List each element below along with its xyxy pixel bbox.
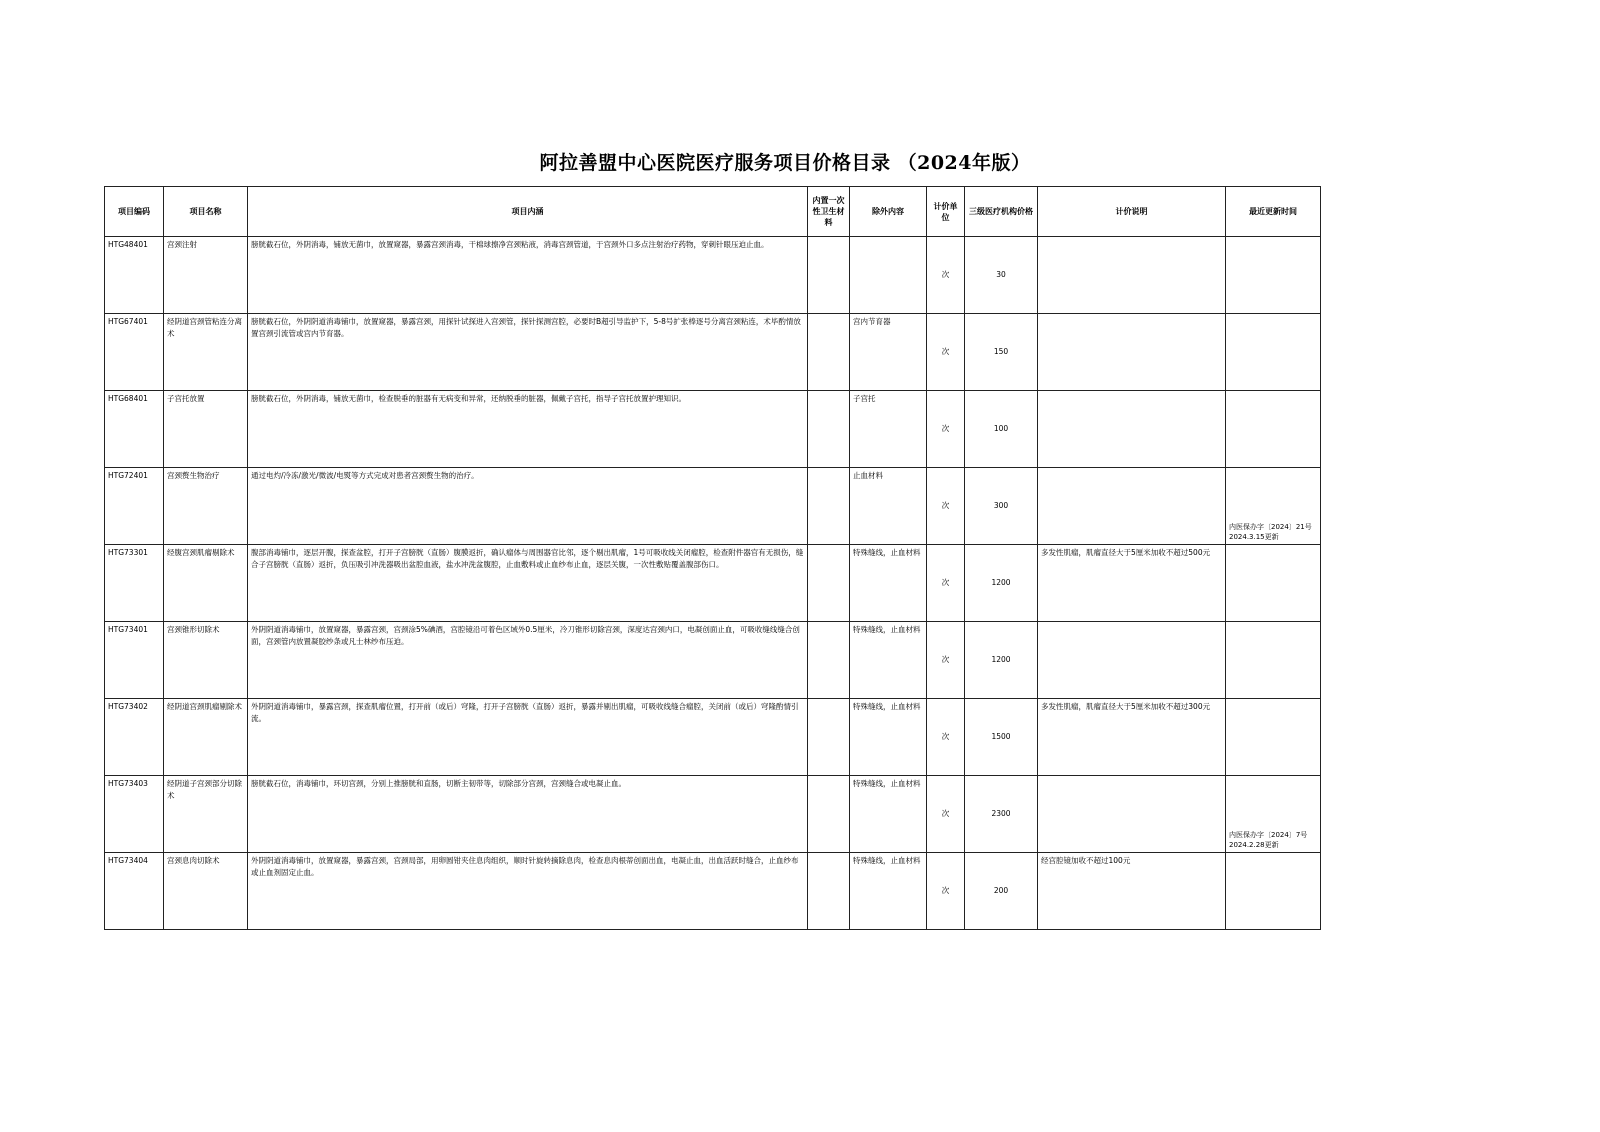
cell-content: 膀胱截石位，外阴阴道消毒铺巾，放置窥器，暴露宫颈，用探针试探进入宫颈管，探针探测宫腔，必要时B超引导监护下，5-8号扩张棒逐号分离宫颈粘连，术毕酌情放置宫颈引流管或宫内节育器。 [248, 314, 808, 391]
cell-unit: 次 [927, 468, 965, 545]
cell-price: 200 [965, 853, 1038, 930]
cell-updated [1226, 391, 1321, 468]
cell-exclusions: 特殊缝线，止血材料 [850, 622, 927, 699]
cell-updated [1226, 853, 1321, 930]
cell-consumables [808, 699, 850, 776]
cell-consumables [808, 545, 850, 622]
cell-unit: 次 [927, 776, 965, 853]
table-row [105, 853, 1321, 930]
cell-name: 经阴道宫颈肌瘤剔除术 [164, 699, 248, 776]
cell-name: 经阴道子宫颈部分切除术 [164, 776, 248, 853]
cell-unit: 次 [927, 237, 965, 314]
cell-updated [1226, 545, 1321, 622]
table-row [105, 391, 1321, 468]
cell-name: 宫颈锥形切除术 [164, 622, 248, 699]
cell-consumables [808, 314, 850, 391]
cell-exclusions: 特殊缝线，止血材料 [850, 776, 927, 853]
column-header-name: 项目名称 [164, 187, 248, 237]
cell-price: 1500 [965, 699, 1038, 776]
cell-code: HTG48401 [105, 237, 164, 314]
cell-price: 1200 [965, 545, 1038, 622]
cell-content: 外阴阴道消毒铺巾，放置窥器，暴露宫颈，宫颈局部，用卵圆钳夹住息肉组织，顺时针旋转摘除息肉，检查息肉根蒂创面出血，电凝止血，出血活跃时缝合，止血纱布或止血剂固定止血。 [248, 853, 808, 930]
column-header-unit: 计价单位 [927, 187, 965, 237]
cell-price: 30 [965, 237, 1038, 314]
cell-note [1038, 622, 1226, 699]
cell-code: HTG72401 [105, 468, 164, 545]
cell-unit: 次 [927, 622, 965, 699]
cell-unit: 次 [927, 545, 965, 622]
cell-exclusions: 子宫托 [850, 391, 927, 468]
cell-unit: 次 [927, 853, 965, 930]
cell-consumables [808, 468, 850, 545]
cell-note [1038, 314, 1226, 391]
column-header-updated: 最近更新时间 [1226, 187, 1321, 237]
cell-note [1038, 776, 1226, 853]
column-header-code: 项目编码 [105, 187, 164, 237]
cell-name: 经阴道宫颈管粘连分离术 [164, 314, 248, 391]
cell-price: 1200 [965, 622, 1038, 699]
cell-note [1038, 237, 1226, 314]
cell-unit: 次 [927, 391, 965, 468]
cell-updated [1226, 314, 1321, 391]
cell-content: 外阴阴道消毒铺巾，暴露宫颈，探查肌瘤位置，打开前（或后）穹隆，打开子宫膀胱（直肠）返折，暴露并剔出肌瘤，可吸收线缝合瘤腔，关闭前（或后）穹隆酌情引流。 [248, 699, 808, 776]
cell-name: 宫颈息肉切除术 [164, 853, 248, 930]
cell-code: HTG73404 [105, 853, 164, 930]
cell-updated [1226, 237, 1321, 314]
cell-content: 腹部消毒铺巾，逐层开腹，探查盆腔，打开子宫膀胱（直肠）腹膜返折，确认瘤体与周围器官比邻，逐个剔出肌瘤，1号可吸收线关闭瘤腔，检查附件器官有无损伤，缝合子宫膀胱（直肠）返折，负压吸引冲洗器吸出盆腔血液，盐水冲洗盆腹腔，止血敷料或止血纱布止血，逐层关腹，一次性敷贴覆盖腹部伤口。 [248, 545, 808, 622]
cell-updated [1226, 622, 1321, 699]
cell-note: 多发性肌瘤，肌瘤直径大于5厘米加收不超过500元 [1038, 545, 1226, 622]
table-row [105, 314, 1321, 391]
table-row [105, 622, 1321, 699]
cell-price: 100 [965, 391, 1038, 468]
table-row [105, 776, 1321, 853]
cell-exclusions: 宫内节育器 [850, 314, 927, 391]
cell-consumables [808, 853, 850, 930]
table-row [105, 237, 1321, 314]
column-header-exclusions: 除外内容 [850, 187, 927, 237]
cell-note: 经宫腔镜加收不超过100元 [1038, 853, 1226, 930]
cell-code: HTG73401 [105, 622, 164, 699]
cell-exclusions: 特殊缝线，止血材料 [850, 853, 927, 930]
cell-name: 子宫托放置 [164, 391, 248, 468]
table-row [105, 545, 1321, 622]
column-header-consumables: 内置一次性卫生材料 [808, 187, 850, 237]
cell-consumables [808, 237, 850, 314]
column-header-content: 项目内涵 [248, 187, 808, 237]
cell-exclusions: 止血材料 [850, 468, 927, 545]
cell-exclusions: 特殊缝线，止血材料 [850, 545, 927, 622]
column-header-note: 计价说明 [1038, 187, 1226, 237]
table-body [105, 237, 1321, 930]
cell-content: 膀胱截石位，外阴消毒，铺放无菌巾，检查脱垂的脏器有无病变和异常，还纳脱垂的脏器，佩戴子宫托，指导子宫托放置护理知识。 [248, 391, 808, 468]
cell-note [1038, 391, 1226, 468]
cell-name: 宫颈注射 [164, 237, 248, 314]
cell-price: 150 [965, 314, 1038, 391]
cell-note: 多发性肌瘤，肌瘤直径大于5厘米加收不超过300元 [1038, 699, 1226, 776]
cell-unit: 次 [927, 314, 965, 391]
cell-name: 宫颈赘生物治疗 [164, 468, 248, 545]
cell-content: 膀胱截石位，消毒铺巾，环切宫颈，分别上推膀胱和直肠，切断主韧带等，切除部分宫颈，宫颈缝合或电凝止血。 [248, 776, 808, 853]
page-title: 阿拉善盟中心医院医疗服务项目价格目录 （2024年版） [539, 152, 1031, 174]
cell-exclusions [850, 237, 927, 314]
cell-content: 膀胱截石位，外阴消毒，铺放无菌巾，放置窥器，暴露宫颈消毒，干棉球擦净宫颈粘液，消毒宫颈管道，于宫颈外口多点注射治疗药物，穿刺针眼压迫止血。 [248, 237, 808, 314]
table-header-row [105, 187, 1321, 237]
table-row [105, 699, 1321, 776]
cell-note [1038, 468, 1226, 545]
cell-updated [1226, 699, 1321, 776]
cell-name: 经腹宫颈肌瘤剔除术 [164, 545, 248, 622]
cell-code: HTG73403 [105, 776, 164, 853]
cell-code: HTG73402 [105, 699, 164, 776]
cell-price: 300 [965, 468, 1038, 545]
cell-updated: 内医保办字〔2024〕7号 2024.2.28更新 [1226, 776, 1321, 853]
cell-price: 2300 [965, 776, 1038, 853]
cell-consumables [808, 776, 850, 853]
cell-content: 外阴阴道消毒铺巾，放置窥器，暴露宫颈，宫颈涂5%碘酒，宫腔镜沿可着色区域外0.5厘米，冷刀锥形切除宫颈，深度达宫颈内口，电凝创面止血，可吸收缝线缝合创面，宫颈管内放置凝胶纱条或凡士林纱布压迫。 [248, 622, 808, 699]
cell-code: HTG68401 [105, 391, 164, 468]
cell-content: 通过电灼/冷冻/激光/微波/电熨等方式完成对患者宫颈赘生物的治疗。 [248, 468, 808, 545]
price-catalog-table [104, 186, 1321, 930]
cell-consumables [808, 391, 850, 468]
column-header-price: 三级医疗机构价格 [965, 187, 1038, 237]
cell-code: HTG67401 [105, 314, 164, 391]
cell-exclusions: 特殊缝线，止血材料 [850, 699, 927, 776]
cell-consumables [808, 622, 850, 699]
cell-code: HTG73301 [105, 545, 164, 622]
cell-unit: 次 [927, 699, 965, 776]
table-row [105, 468, 1321, 545]
cell-updated: 内医保办字〔2024〕21号 2024.3.15更新 [1226, 468, 1321, 545]
